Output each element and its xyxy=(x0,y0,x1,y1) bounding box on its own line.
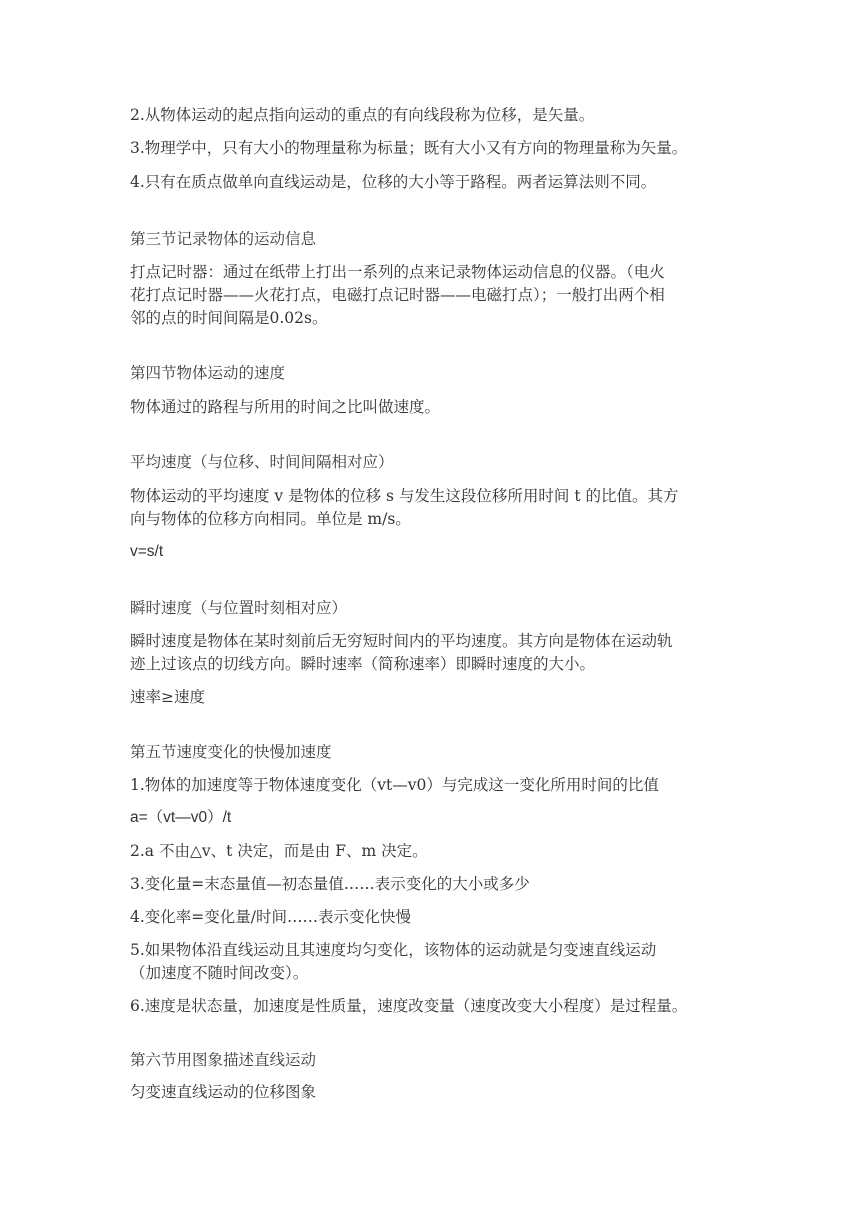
para-displacement-path: 4.只有在质点做单向直线运动是，位移的大小等于路程。两者运算法则不同。 xyxy=(130,173,657,191)
section-heading-4: 第四节物体运动的速度 xyxy=(130,364,286,382)
para-acceleration-5-line-1: 5.如果物体沿直线运动且其速度均匀变化，该物体的运动就是匀变速直线运动 xyxy=(130,941,657,959)
section-heading-5: 第五节速度变化的快慢加速度 xyxy=(130,743,332,761)
para-scalar-vector: 3.物理学中，只有大小的物理量称为标量；既有大小又有方向的物理量称为矢量。 xyxy=(130,139,688,157)
formula-velocity: v=s/t xyxy=(130,543,164,560)
para-instantaneous-line-1: 瞬时速度是物体在某时刻前后无穷短时间内的平均速度。其方向是物体在运动轨 xyxy=(130,632,673,650)
para-timer-line-3: 邻的点的时间间隔是0.02s。 xyxy=(130,309,328,327)
para-acceleration-5-line-2: （加速度不随时间改变）。 xyxy=(130,964,309,982)
para-instantaneous-line-2: 迹上过该点的切线方向。瞬时速率（简称速率）即瞬时速度的大小。 xyxy=(130,655,596,673)
para-average-velocity-line-2: 向与物体的位移方向相同。单位是 m/s。 xyxy=(130,510,411,528)
section-heading-6: 第六节用图象描述直线运动 xyxy=(130,1051,317,1069)
para-acceleration-1: 1.物体的加速度等于物体速度变化（vt—v0）与完成这一变化所用时间的比值 xyxy=(130,776,659,794)
para-acceleration-6: 6.速度是状态量，加速度是性质量，速度改变量（速度改变大小程度）是过程量。 xyxy=(130,997,688,1015)
para-average-velocity-line-1: 物体运动的平均速度 v 是物体的位移 s 与发生这段位移所用时间 t 的比值。其方 xyxy=(130,487,679,505)
para-speed-relation: 速率≥速度 xyxy=(130,688,205,706)
para-acceleration-4: 4.变化率=变化量/时间……表示变化快慢 xyxy=(130,908,411,926)
para-timer-line-1: 打点记时器：通过在纸带上打出一系列的点来记录物体运动信息的仪器。（电火 xyxy=(130,263,665,281)
section-heading-3: 第三节记录物体的运动信息 xyxy=(130,230,317,248)
para-timer-line-2: 花打点记时器——火花打点，电磁打点记时器——电磁打点）；一般打出两个相 xyxy=(130,286,665,304)
para-displacement-definition: 2.从物体运动的起点指向运动的重点的有向线段称为位移，是矢量。 xyxy=(130,106,595,124)
para-acceleration-3: 3.变化量=末态量值—初态量值……表示变化的大小或多少 xyxy=(130,875,530,893)
formula-acceleration: a=（vt—v0）/t xyxy=(130,809,232,826)
subheading-average-velocity: 平均速度（与位移、时间间隔相对应） xyxy=(130,453,394,471)
para-acceleration-2: 2.a 不由△v、t 决定，而是由 F、m 决定。 xyxy=(130,842,428,860)
para-speed-definition: 物体通过的路程与所用的时间之比叫做速度。 xyxy=(130,398,441,416)
para-position-graph: 匀变速直线运动的位移图象 xyxy=(130,1083,317,1101)
subheading-instantaneous-velocity: 瞬时速度（与位置时刻相对应） xyxy=(130,599,348,617)
